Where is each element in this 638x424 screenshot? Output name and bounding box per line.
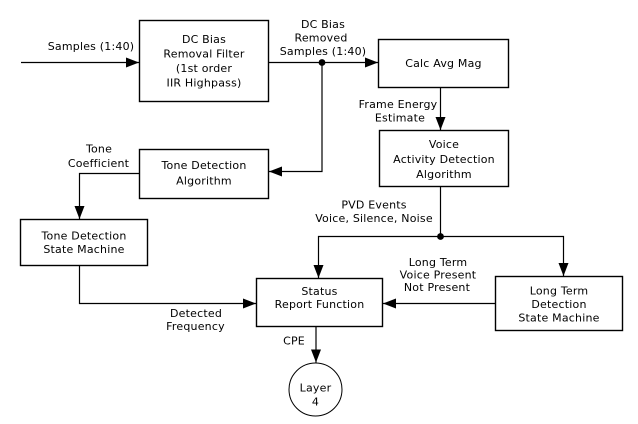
detected-frequency-label: Frequency <box>166 320 225 333</box>
pvd-events-label: Voice, Silence, Noise <box>315 212 433 225</box>
cpe-label: CPE <box>283 334 305 348</box>
frame-energy-label: Estimate <box>374 111 426 125</box>
samples-label: Samples (1:40) <box>47 40 135 53</box>
arrow-junction-to-tone-algorithm <box>269 63 322 172</box>
node-layer-4 <box>289 363 342 416</box>
tone-detection-state-machine-label: State Machine <box>43 243 125 256</box>
node-tone-detection-algorithm <box>140 150 269 199</box>
tone-detection-state-machine-label: Tone Detection <box>41 229 127 243</box>
detected-frequency-label: Detected <box>169 307 223 320</box>
dc-bias-removed-label: DC Bias <box>300 18 346 31</box>
node-status-report-function <box>257 279 383 327</box>
long-term-voice-label: Voice Present <box>399 268 477 282</box>
frame-energy-label: Frame Energy <box>358 98 438 111</box>
long-term-detection-state-machine-label: Long Term <box>529 284 589 298</box>
dc-bias-filter-label: IIR Highpass) <box>166 76 242 90</box>
label-cpe <box>283 335 305 348</box>
tone-detection-algorithm-label: Tone Detection <box>161 159 247 172</box>
dc-bias-removed-label: Removed <box>294 31 348 45</box>
label-detected-frequency <box>166 307 225 333</box>
label-pvd-events <box>315 199 433 226</box>
label-tone-coefficient <box>68 143 130 171</box>
status-report-function-label: Status <box>301 285 338 298</box>
node-long-term-detection-state-machine <box>496 277 623 331</box>
node-dc-bias-filter <box>140 21 269 102</box>
tone-detection-algorithm-label: Algorithm <box>176 174 232 188</box>
status-report-function-label: Report Function <box>274 298 365 311</box>
voice-activity-detection-label: Voice <box>428 138 460 151</box>
label-dc-bias-removed <box>280 18 367 58</box>
calc-avg-mag-label: Calc Avg Mag <box>405 57 482 70</box>
voice-activity-detection-label: Algorithm <box>416 168 472 181</box>
dc-bias-filter-label: Removal Filter <box>163 47 245 61</box>
arrow-detected-frequency <box>80 266 257 304</box>
pvd-events-label: PVD Events <box>341 198 407 212</box>
dc-bias-filter-label: (1st order <box>175 62 233 75</box>
tone-coefficient-label: Coefficient <box>67 157 130 170</box>
tone-coefficient-label: Tone <box>85 142 113 156</box>
long-term-voice-label: Long Term <box>408 256 468 269</box>
long-term-detection-state-machine-label: Detection <box>531 298 587 311</box>
node-voice-activity-detection <box>380 131 509 187</box>
dc-bias-filter-label: DC Bias <box>181 33 227 46</box>
node-calc-avg-mag <box>379 40 509 88</box>
label-frame-energy <box>359 98 438 125</box>
voice-activity-detection-label: Activity Detection <box>393 153 495 166</box>
label-long-term-voice <box>400 256 477 294</box>
node-tone-detection-state-machine <box>21 220 148 266</box>
long-term-voice-label: Not Present <box>403 281 471 294</box>
arrow-tone-coefficient <box>80 174 140 220</box>
layer-4-label: 4 <box>311 395 320 409</box>
long-term-detection-state-machine-label: State Machine <box>518 311 600 325</box>
layer-4-label: Layer <box>299 381 332 395</box>
dc-bias-removed-label: Samples (1:40) <box>279 45 367 58</box>
label-samples <box>48 40 135 53</box>
